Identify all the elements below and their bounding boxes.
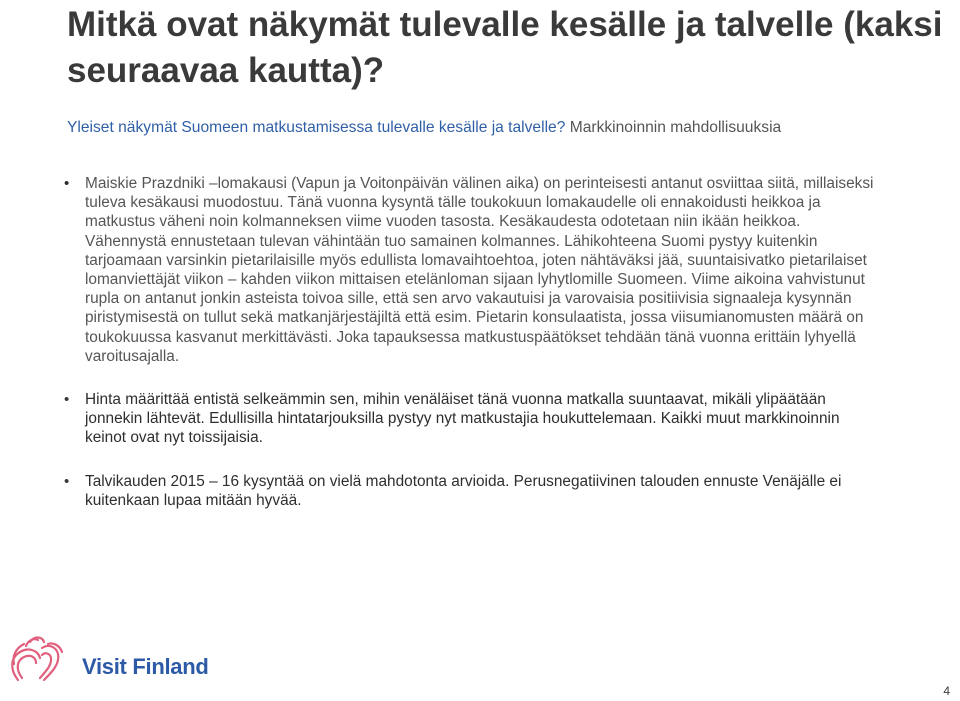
bullet-dot: • (64, 175, 70, 192)
bullet-text: Maiskie Prazdniki –lomakausi (Vapun ja Voitonpäivän välinen aika) on perinteisesti antanut osviittaa siitä, millaiseksi tuleva kesäkausi muodostuu. Tänä vuonna kysyntä tälle toukokuun lomakaudelle oli ennakoidusti heikkoa ja matkustus väheni noin kolmanneksen viime vuoden tasosta. Kesäkaudesta odotetaan niin ikään heikkoa. Vähennystä ennustetaan tulevan vähintään tuo samainen kolmannes. Lähikohteena Suomi pystyy kuitenkin tarjoamaan varsinkin pietarilaisille myös edullista lomavaihtoehtoa, joten nähtäväksi jää, suuntaisivatko pietarilaiset lomanviettäjät viikon – kahden viikon mittaisen etelänloman sijaan lyhytlomille Suomeen. Viime aikoina vahvistunut rupla on antanut jonkin asteista toivoa sille, että sen arvo vakautuisi ja varovaisia positiivisia signaaleja kysynnän piristymisestä on tullut sekä matkanjärjestäjiltä että esim. Pietarin konsulaatista, jossa viisumianomusten määrä on toukokuussa kasvanut merkittävästi. Joka tapauksessa matkustuspäätökset tehdään tänä vuonna erittäin lyhyellä varoitusajalla. (85, 175, 874, 365)
list-item (64, 174, 884, 366)
visit-finland-logo (8, 634, 209, 684)
slide-title: Mitkä ovat näkymät tulevalle kesälle ja talvelle (kaksi seuraavaa kautta)? (67, 5, 943, 90)
bullet-dot: • (64, 391, 70, 409)
bullet-text: Talvikauden 2015 – 16 kysyntää on vielä mahdotonta arvioida. Perusnegatiivinen talouden ennuste Venäjälle ei kuitenkaan lupaa mitään hyvää. (85, 472, 842, 509)
bullet-text: Hinta määrittää entistä selkeämmin sen, mihin venäläiset tänä vuonna matkalla suuntaavat, mikäli ylipäätään jonnekin lähtevät. Edullisilla hintatarjouksilla pystyy nyt matkustajia houkuttelemaan. Kaikki muut markkinoinnin keinot ovat nyt toissijaisia. (85, 391, 840, 447)
heart-swirl-icon (8, 634, 80, 684)
intro-rest: Markkinoinnin mahdollisuuksia (565, 119, 782, 136)
intro-lead: Yleiset näkymät Suomeen matkustamisessa tulevalle kesälle ja talvelle? (67, 119, 566, 136)
list-item (64, 472, 884, 510)
bullet-list (64, 174, 884, 510)
logo-text: Visit Finland (82, 654, 209, 679)
list-item (64, 390, 884, 448)
intro-line (67, 118, 947, 138)
bullet-dot: • (64, 472, 70, 490)
page-number: 4 (943, 684, 950, 698)
